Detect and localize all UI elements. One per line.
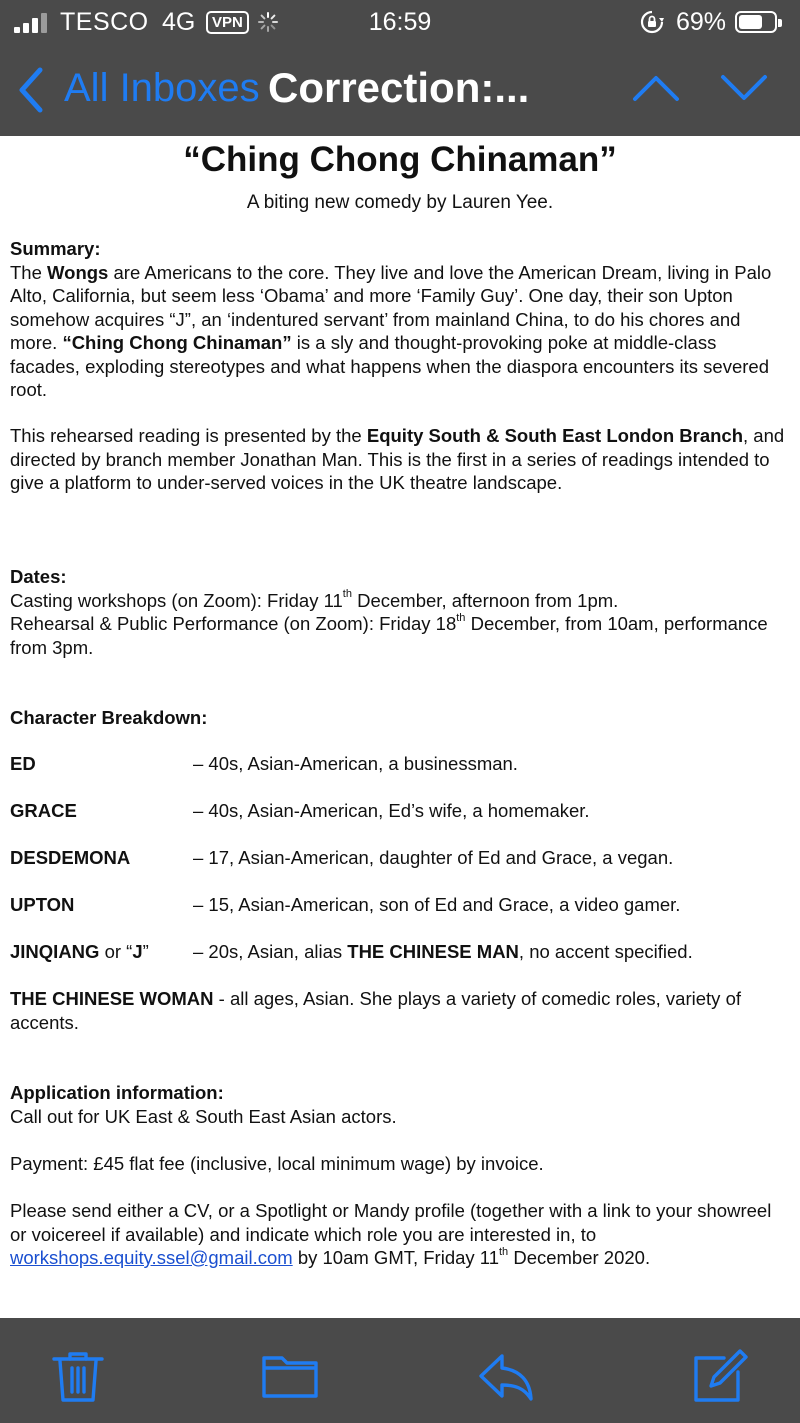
- payment-line: Payment: £45 flat fee (inclusive, local minimum wage) by invoice.: [10, 1153, 544, 1174]
- top-bar: [0, 0, 800, 136]
- summary-paragraph: The Wongs are Americans to the core. They live and love the American Dream, living in Palo Alto, California, but seem less ‘Obama’ and more ‘Family Guy’. One day, their son Upton somehow acquires “J”, an ‘indentured servant’ from mainland China, to do his chores and more. “Ching Chong Chinaman” is a sly and thought-provoking poke at middle-class facades, exploding stereotypes and what happens when the diaspora encounters its severed root.: [10, 261, 772, 400]
- trash-icon[interactable]: [50, 1348, 106, 1404]
- role-row: ED – 40s, Asian-American, a businessman.: [10, 753, 518, 774]
- byline: A biting new comedy by Lauren Yee.: [246, 192, 554, 213]
- back-chevron-icon[interactable]: [16, 66, 46, 114]
- application-heading: Application information:: [10, 1082, 224, 1103]
- vpn-badge: VPN: [206, 11, 249, 34]
- summary-heading: Summary:: [10, 238, 101, 259]
- battery-icon: [735, 11, 777, 33]
- previous-message-icon[interactable]: [632, 74, 680, 102]
- dates-heading: Dates:: [10, 566, 67, 587]
- back-to-all-inboxes-button[interactable]: All Inboxes: [64, 66, 260, 110]
- casting-date: Casting workshops (on Zoom): Friday 11th December, afternoon from 1pm.: [10, 588, 619, 611]
- summary-section: [10, 237, 790, 402]
- status-bar: [0, 0, 800, 46]
- message-subject: Correction:...: [268, 64, 530, 111]
- role-row: GRACE – 40s, Asian-American, Ed’s wife, a homemaker.: [10, 800, 590, 821]
- reply-icon[interactable]: [478, 1348, 534, 1404]
- battery-percent: 69%: [676, 8, 727, 36]
- bottom-toolbar: [0, 1318, 800, 1423]
- folder-icon[interactable]: [262, 1348, 318, 1404]
- dates-section: [10, 565, 790, 659]
- reading-paragraph: This rehearsed reading is presented by the Equity South & South East London Branch, and directed by branch member Jonathan Man. This is the first in a series of readings intended to give a platform to under-served voices in the UK theatre landscape.: [10, 425, 785, 493]
- network-type: 4G: [162, 8, 196, 36]
- role-row: JINQIANG or “J” – 20s, Asian, alias THE CHINESE MAN, no accent specified.: [10, 941, 693, 962]
- email-link[interactable]: workshops.equity.ssel@gmail.com: [10, 1247, 293, 1268]
- performance-date: Rehearsal & Public Performance (on Zoom): Friday 18th December, from 10am, performance from 3pm.: [10, 611, 768, 658]
- chinese-woman-role: THE CHINESE WOMAN - all ages, Asian. She plays a variety of comedic roles, variety of accents.: [10, 988, 741, 1033]
- character-heading: Character Breakdown:: [10, 707, 208, 728]
- submission-instructions: Please send either a CV, or a Spotlight or Mandy profile (together with a link to your showreel or voicereel if available) and indicate which role you are interested in, to workshops.equity.ssel@gmail.com by 10am GMT, Friday 11th December 2020.: [10, 1200, 772, 1268]
- compose-icon[interactable]: [692, 1348, 748, 1404]
- carrier-name: TESCO: [60, 8, 149, 36]
- play-title: “Ching Chong Chinaman”: [183, 140, 617, 179]
- application-section: [10, 1081, 790, 1128]
- role-row: UPTON – 15, Asian-American, son of Ed and Grace, a video gamer.: [10, 894, 681, 915]
- clock: 16:59: [368, 8, 432, 36]
- navigation-bar: [0, 52, 800, 128]
- rotation-lock-icon: [640, 10, 664, 34]
- next-message-icon[interactable]: [720, 74, 768, 102]
- callout-line: Call out for UK East & South East Asian actors.: [10, 1105, 397, 1127]
- role-row: DESDEMONA – 17, Asian-American, daughter of Ed and Grace, a vegan.: [10, 847, 674, 868]
